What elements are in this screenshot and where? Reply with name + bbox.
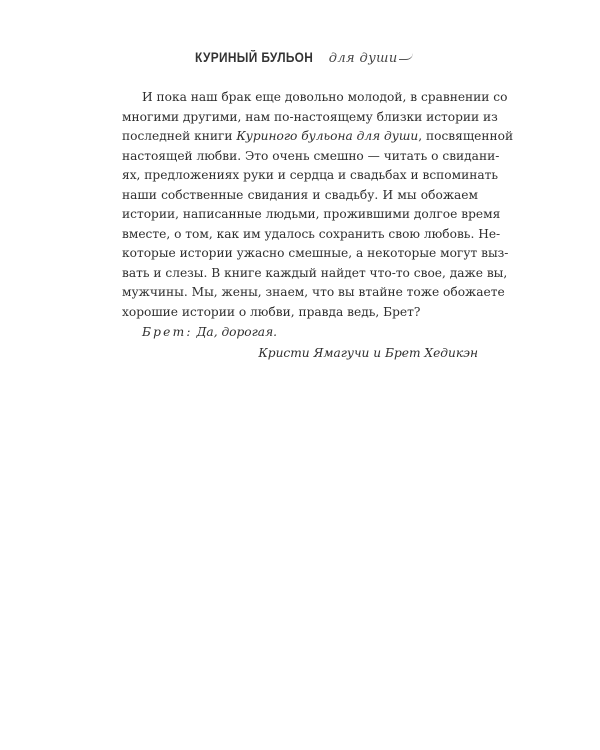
paragraph-line: вать и слезы. В книге каждый найдет что-то свое, даже вы, [122,265,508,280]
paragraph-line: ях, предложениях руки и сердца и свадьбах и вспоминать [122,168,498,183]
paragraph-line: И пока наш брак еще довольно молодой, в сравнении со [142,90,508,104]
running-head-script: для души [328,51,398,66]
paragraph-line: хорошие истории о любви, правда ведь, Брет? [122,305,421,320]
paragraph-line-with-title [122,127,514,147]
reply-speaker: Брет: [142,324,193,339]
paragraph-line: многими другими, нам по-настоящему близки истории из [122,109,498,124]
swash-flourish-icon [399,53,413,60]
paragraph-line: настоящей любви. Это очень смешно — читать о свидани- [122,148,500,163]
paragraph-line: которые истории ужасно смешные, а некоторые могут выз- [122,246,509,261]
paragraph-line: истории, написанные людьми, прожившими долгое время [122,207,501,222]
reply-text: Да, дорогая. [196,324,278,339]
paragraph-line: мужчины. Мы, жены, знаем, что вы втайне тоже обожаете [122,285,505,300]
signature: Кристи Ямагучи и Брет Хедикэн [258,346,478,361]
paragraph-line: наши собственные свидания и свадьбу. И мы обожаем [122,187,478,202]
line-text: , посвященной [418,129,514,144]
body-text [122,88,514,364]
running-head-title: КУРИНЫЙ БУЛЬОН [195,50,314,65]
paragraph-line: вместе, о том, как им удалось сохранить свою любовь. Не- [122,226,501,241]
line-text: последней книги [122,129,237,144]
book-title: Куриного бульона для души [236,129,419,144]
running-head [0,50,600,66]
reply-line [122,323,478,343]
